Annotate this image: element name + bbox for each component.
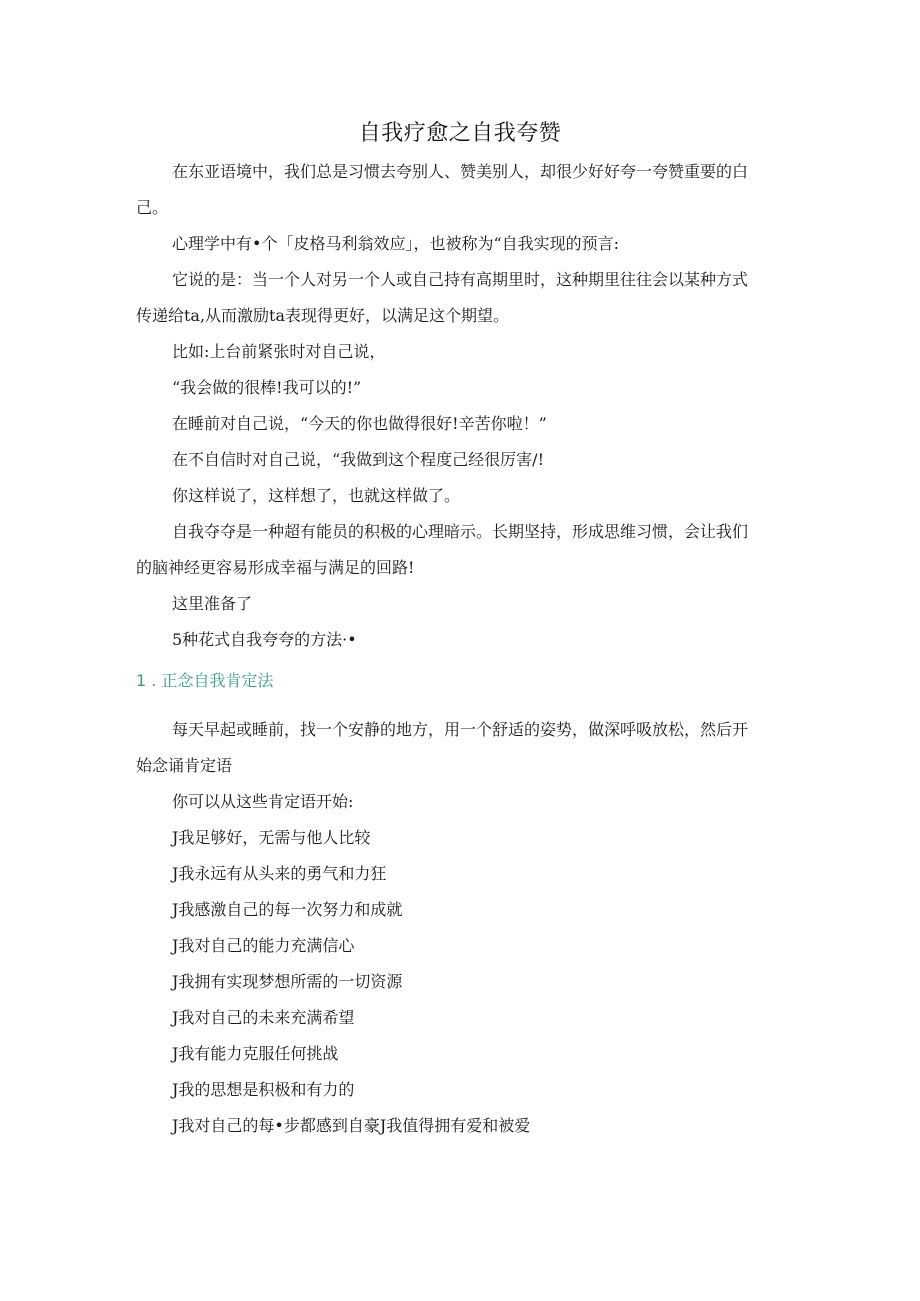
paragraph-pygmalion: 心理学中有•个「皮格马利翁效应」，也被称为“自我实现的预言: <box>172 234 620 253</box>
paragraph-benefit-line1: 自我夺夺是一种超有能员的积极的心理暗示。长期坚持，形成思维习惯，会让我们 <box>172 522 749 541</box>
affirmation-item: J我拥有实现梦想所需的一切资源 <box>172 972 403 991</box>
section1-paragraph-line2: 始念诵肯定语 <box>136 756 233 775</box>
paragraph-benefit-line2: 的脑神经更容易形成幸福与满足的回路! <box>136 558 415 577</box>
paragraph-prepared: 这里准备了 <box>172 594 253 613</box>
paragraph-example: 比如:上台前紧张时对自己说， <box>172 342 386 361</box>
paragraph-explain-line1: 它说的是：当一个人对另一个人或自己持有高期里时，这种期里往往会以某种方式 <box>172 270 749 289</box>
paragraph-quote-3: 在不自信时对自己说，“我做到这个程度己经很厉害/! <box>172 450 545 469</box>
affirmation-item: J我感激自己的每一次努力和成就 <box>172 900 403 919</box>
section1-paragraph-line1: 每天早起或睡前，找一个安静的地方，用一个舒适的姿势，做深呼吸放松，然后开 <box>172 720 749 739</box>
affirmation-item: J我足够好，无需与他人比较 <box>172 828 371 847</box>
section1-paragraph-intro: 你可以从这些肯定语开始: <box>172 792 354 811</box>
affirmation-item: J我永远有从头来的勇气和力狂 <box>172 864 387 883</box>
affirmation-item: J我对自己的每•步都感到自豪J我值得拥有爱和被爱 <box>172 1116 531 1135</box>
affirmation-item: J我有能力克服任何挑战 <box>172 1044 339 1063</box>
paragraph-quote-2: 在睡前对自己说，“今天的你也做得很好!辛苦你啦！” <box>172 414 547 433</box>
paragraph-intro-line2: 己。 <box>136 198 169 217</box>
paragraph-intro-line1: 在东亚语境中，我们总是习惯去夸别人、赞美别人，却很少好好夸一夸赞重要的白 <box>172 162 749 181</box>
affirmation-item: J我的思想是积极和有力的 <box>172 1080 355 1099</box>
paragraph-explain-line2: 传递给ta,从而激励ta表现得更好，以满足这个期望。 <box>136 306 510 325</box>
paragraph-methods: 5种花式自我夸夸的方法·• <box>172 630 357 649</box>
page-title: 自我疗愈之自我夸赞 <box>358 121 562 146</box>
affirmation-item: J我对自己的未来充满希望 <box>172 1008 355 1027</box>
paragraph-quote-1: “我会做的很棒!我可以的!” <box>172 378 362 397</box>
paragraph-summary: 你这样说了，这样想了，也就这样做了。 <box>172 486 461 505</box>
affirmation-item: J我对自己的能力充满信心 <box>172 936 355 955</box>
section-heading-1: 1 . 正念自我肯定法 <box>136 671 274 690</box>
